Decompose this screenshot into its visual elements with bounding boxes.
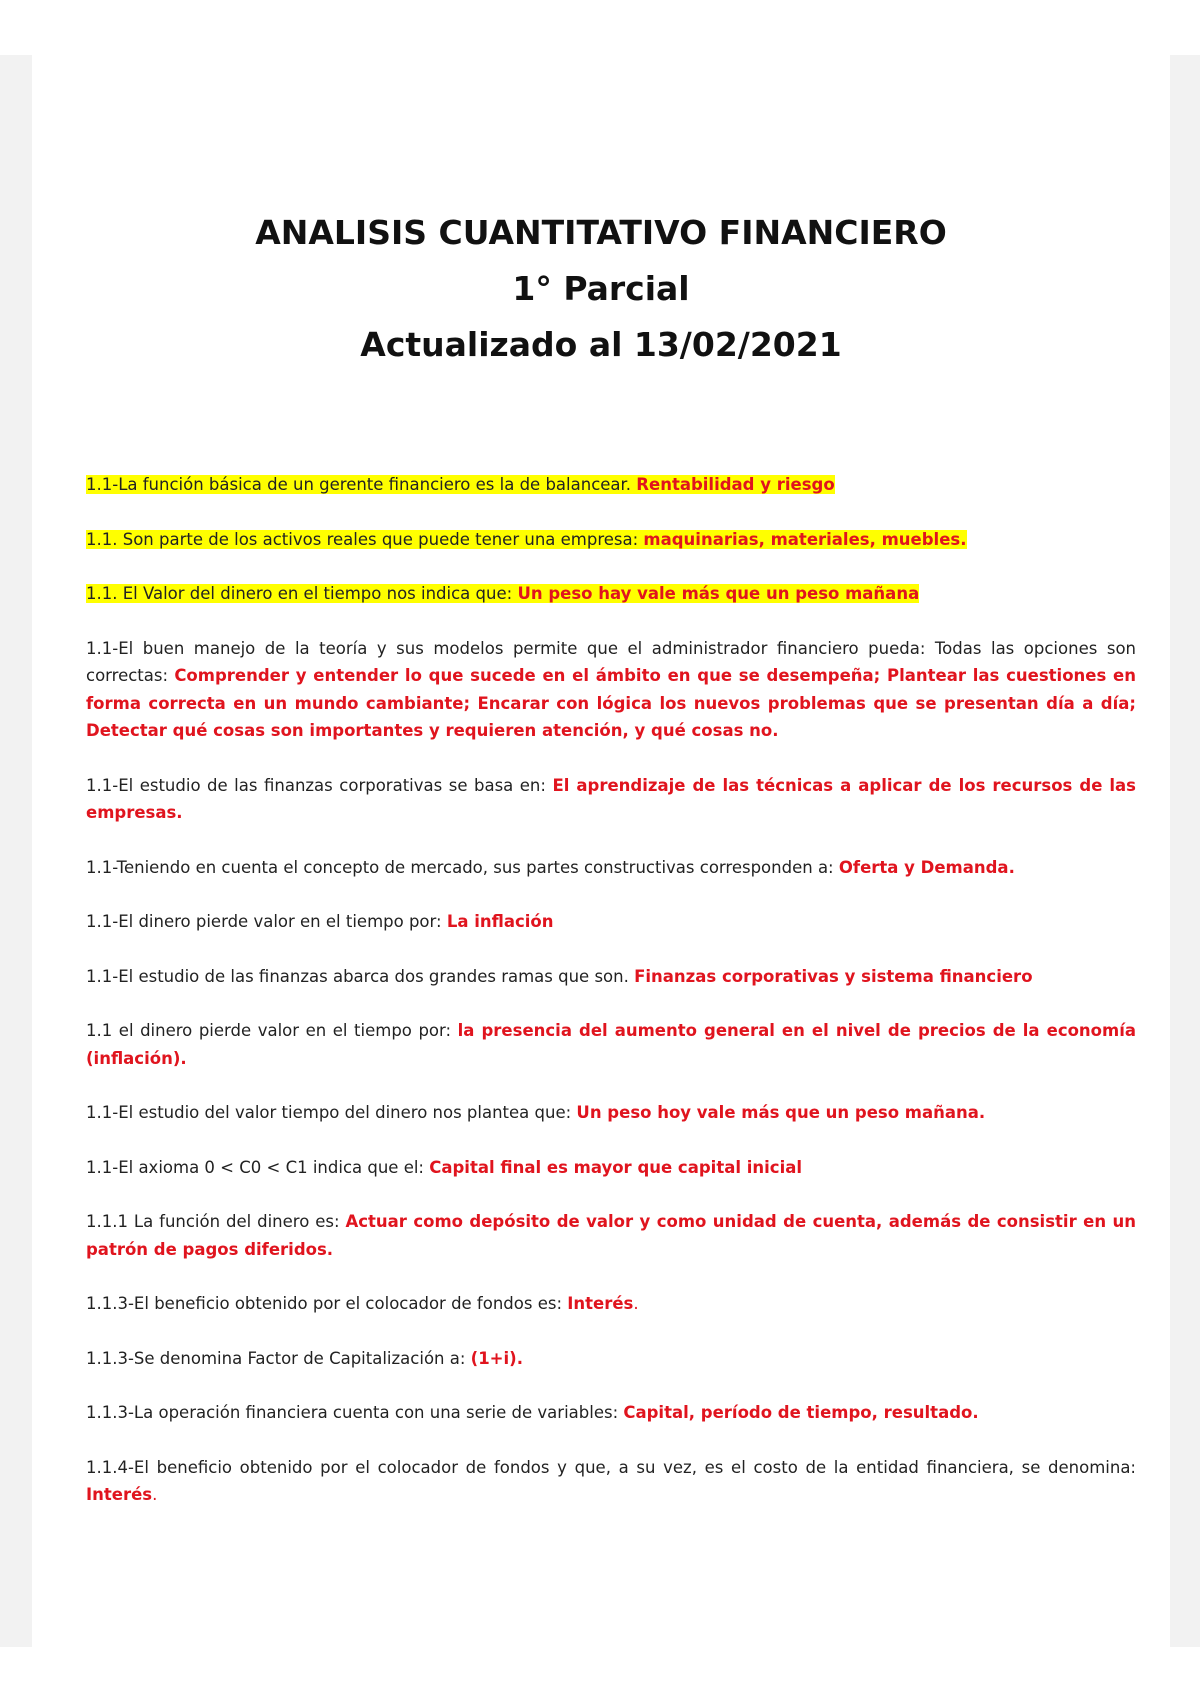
question-text: 1.1-El estudio de las finanzas abarca dos grandes ramas que son. xyxy=(86,966,635,986)
question-text: 1.1.3-Se denomina Factor de Capitalización a: xyxy=(86,1348,471,1368)
question-list xyxy=(86,471,1136,1536)
answer-text: Interés xyxy=(86,1485,153,1504)
question-body xyxy=(86,1212,1136,1259)
question-text: 1.1.4-El beneficio obtenido por el colocador de fondos y que, a su vez, es el costo de la entidad financiera, se denomina: xyxy=(86,1457,1136,1477)
question-item xyxy=(86,635,1136,745)
question-item xyxy=(86,908,1136,936)
question-text: 1.1-Teniendo en cuenta el concepto de mercado, sus partes constructivas corresponden a: xyxy=(86,857,839,877)
answer-text: (1+i). xyxy=(470,1348,523,1368)
answer-text: Capital final es mayor que capital inicial xyxy=(429,1157,803,1177)
viewer-gutter-right xyxy=(1170,55,1200,1647)
question-text: 1.1-El estudio de las finanzas corporativas se basa en: xyxy=(86,775,553,795)
document-title xyxy=(32,205,1170,373)
question-item xyxy=(86,1017,1136,1072)
question-item xyxy=(86,1399,1136,1427)
answer-text: Capital, período de tiempo, resultado. xyxy=(623,1403,979,1422)
answer-text: Rentabilidad y riesgo xyxy=(636,475,835,494)
question-item xyxy=(86,580,1136,608)
question-item xyxy=(86,1154,1136,1182)
question-text: 1.1. Son parte de los activos reales que puede tener una empresa: xyxy=(86,529,644,549)
question-body xyxy=(86,1458,1136,1505)
answer-text: La inflación xyxy=(446,912,554,931)
question-item xyxy=(86,1454,1136,1509)
answer-tail: . xyxy=(633,1294,639,1313)
question-body xyxy=(86,912,554,931)
answer-text: la presencia del aumento general en el nivel de precios de la economía (inflación). xyxy=(86,1021,1136,1068)
question-item xyxy=(86,1208,1136,1263)
answer-text: Comprender y entender lo que sucede en el ámbito en que se desempeña; Plantear las cuestiones en forma correcta en un mundo cambiante; Encarar con lógica los nuevos problemas que se presentan día a día; Detectar qué cosas son importantes y requieren atención, y qué cosas no. xyxy=(86,666,1136,740)
question-body xyxy=(86,1349,523,1368)
question-text: 1.1-El axioma 0 < C0 < C1 indica que el: xyxy=(86,1157,430,1177)
question-body xyxy=(86,858,1015,877)
question-body xyxy=(86,1403,979,1422)
question-body xyxy=(86,776,1136,823)
question-item xyxy=(86,963,1136,991)
question-item xyxy=(86,1345,1136,1373)
question-text: 1.1-El buen manejo de la teoría y sus modelos permite que el administrador financiero pueda: Todas las opciones son correctas: xyxy=(86,638,1136,685)
answer-tail: . xyxy=(152,1485,158,1504)
question-text: 1.1.1 La función del dinero es: xyxy=(86,1212,346,1231)
answer-text: Actuar como depósito de valor y como unidad de cuenta, además de consistir en un patrón de pagos diferidos. xyxy=(86,1212,1136,1259)
question-text: 1.1-El estudio del valor tiempo del dinero nos plantea que: xyxy=(86,1103,577,1122)
question-body xyxy=(86,1294,639,1313)
highlighted-text xyxy=(86,475,835,494)
question-body xyxy=(86,967,1033,986)
highlighted-text xyxy=(86,530,967,549)
question-text: 1.1 el dinero pierde valor en el tiempo por: xyxy=(86,1021,458,1040)
question-item xyxy=(86,854,1136,882)
subtitle-line: 1° Parcial xyxy=(512,269,690,308)
question-item xyxy=(86,526,1136,554)
viewer-gutter-left xyxy=(0,55,32,1647)
question-item xyxy=(86,1099,1136,1127)
highlighted-text xyxy=(86,584,919,603)
title-line: ANALISIS CUANTITATIVO FINANCIERO xyxy=(255,213,947,252)
question-text: 1.1.3-El beneficio obtenido por el colocador de fondos es: xyxy=(86,1294,568,1313)
answer-text: Oferta y Demanda. xyxy=(838,857,1015,877)
question-body xyxy=(86,1158,802,1177)
question-text: 1.1-El dinero pierde valor en el tiempo por: xyxy=(86,912,447,931)
update-date-line: Actualizado al 13/02/2021 xyxy=(360,325,842,364)
question-text: 1.1. El Valor del dinero en el tiempo nos indica que: xyxy=(86,584,518,603)
question-text: 1.1-La función básica de un gerente financiero es la de balancear. xyxy=(86,475,637,494)
answer-text: Interés xyxy=(567,1294,634,1313)
answer-text: maquinarias, materiales, muebles. xyxy=(643,529,967,549)
answer-text: Un peso hay vale más que un peso mañana xyxy=(517,584,920,603)
question-body xyxy=(86,1103,985,1122)
answer-text: Finanzas corporativas y sistema financiero xyxy=(634,966,1033,986)
question-text: 1.1.3-La operación financiera cuenta con una serie de variables: xyxy=(86,1403,624,1422)
question-item xyxy=(86,471,1136,499)
answer-text: Un peso hoy vale más que un peso mañana. xyxy=(576,1103,986,1122)
document-page[interactable] xyxy=(32,55,1170,1647)
answer-text: El aprendizaje de las técnicas a aplicar de los recursos de las empresas. xyxy=(86,775,1137,822)
question-item xyxy=(86,772,1136,827)
question-body xyxy=(86,1021,1136,1068)
question-body xyxy=(86,639,1136,741)
question-item xyxy=(86,1290,1136,1318)
